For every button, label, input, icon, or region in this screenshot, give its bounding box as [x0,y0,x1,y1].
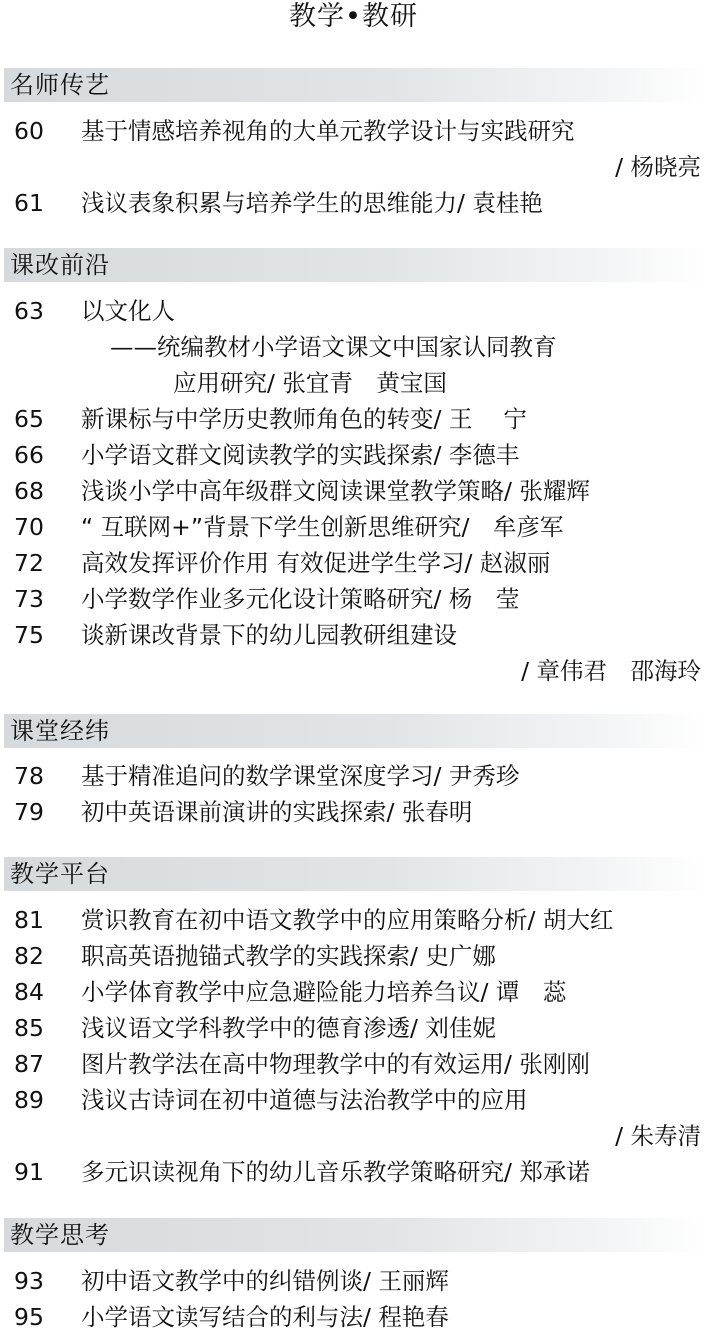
toc-entry[interactable] [0,1299,707,1335]
article-title: 基于情感培养视角的大单元教学设计与实践研究 [81,117,575,145]
section-title: 课堂经纬 [10,717,110,745]
toc-entry[interactable] [0,794,707,830]
article-title: 基于精准追问的数学课堂深度学习/ 尹秀珍 [81,762,520,790]
toc-entry[interactable] [0,617,707,689]
toc-entry[interactable] [0,1010,707,1046]
article-title: 初中语文教学中的纠错例谈/ 王丽辉 [81,1267,449,1295]
article-title: 谈新课改背景下的幼儿园教研组建设 [81,621,457,649]
section-kegai [0,248,707,689]
toc-entry[interactable] [0,437,707,473]
page-number: 89 [14,1086,44,1114]
toc-entry[interactable] [0,473,707,509]
page-number: 78 [14,762,44,790]
section-sikao [0,1218,707,1335]
section-mingshi [0,68,707,221]
section-header-bar [4,714,707,748]
toc-entry[interactable] [0,1082,707,1154]
article-title: 浅议表象积累与培养学生的思维能力/ 袁桂艳 [81,189,543,217]
page-number: 79 [14,798,44,826]
section-header-bar [4,248,707,282]
section-header-bar [4,1218,707,1252]
toc-entry[interactable] [0,1046,707,1082]
section-header-bar [4,857,707,891]
article-title: 小学数学作业多元化设计策略研究/ 杨 莹 [81,585,520,613]
article-subtitle: ——统编教材小学语文课文中国家认同教育 [110,333,557,361]
article-title: 小学体育教学中应急避险能力培养刍议/ 谭 蕊 [81,978,567,1006]
article-author: / 杨晓亮 [615,153,701,181]
article-title: 职高英语抛锚式教学的实践探索/ 史广娜 [81,942,496,970]
article-title: 新课标与中学历史教师角色的转变/ 王 宁 [81,405,527,433]
article-title: 浅议古诗词在初中道德与法治教学中的应用 [81,1086,528,1114]
page-number: 60 [14,117,44,145]
page-number: 68 [14,477,44,505]
page-number: 72 [14,549,44,577]
page-number: 75 [14,621,44,649]
article-title: 高效发挥评价作用 有效促进学生学习/ 赵淑丽 [81,549,551,577]
toc-entry[interactable] [0,545,707,581]
page-number: 91 [14,1158,44,1186]
toc-entry[interactable] [0,758,707,794]
toc-entry[interactable] [0,185,707,221]
article-title: “ 互联网+”背景下学生创新思维研究/ 牟彦军 [81,513,564,541]
toc-entry[interactable] [0,902,707,938]
toc-entry[interactable] [0,113,707,185]
article-title: 图片教学法在高中物理教学中的有效运用/ 张刚刚 [81,1050,590,1078]
section-ketang [0,714,707,830]
page-number: 87 [14,1050,44,1078]
toc-entry[interactable] [0,293,707,401]
toc-entry[interactable] [0,581,707,617]
section-header-bar [4,68,707,102]
page-number: 66 [14,441,44,469]
section-pingtai [0,857,707,1190]
article-author: / 章伟君 邵海玲 [521,657,701,685]
page-title: 教学•教研 [289,1,418,32]
toc-entry[interactable] [0,974,707,1010]
article-title: 多元识读视角下的幼儿音乐教学策略研究/ 郑承诺 [81,1158,590,1186]
page-number: 85 [14,1014,44,1042]
article-title: 浅谈小学中高年级群文阅读课堂教学策略/ 张耀辉 [81,477,590,505]
article-title: 赏识教育在初中语文教学中的应用策略分析/ 胡大红 [81,906,614,934]
toc-entry[interactable] [0,1263,707,1299]
section-title: 教学平台 [10,860,110,888]
article-author: / 朱寿清 [615,1122,701,1150]
page-number: 93 [14,1267,44,1295]
section-title: 教学思考 [10,1221,110,1249]
article-subtitle-author: 应用研究/ 张宜青 黄宝国 [173,369,447,397]
article-title: 以文化人 [81,297,175,325]
page-number: 65 [14,405,44,433]
page-number: 82 [14,942,44,970]
section-title: 名师传艺 [10,71,110,99]
article-title: 初中英语课前演讲的实践探索/ 张春明 [81,798,473,826]
toc-entry[interactable] [0,1154,707,1190]
page-number: 61 [14,189,44,217]
page-number: 73 [14,585,44,613]
article-title: 小学语文群文阅读教学的实践探索/ 李德丰 [81,441,520,469]
page-number: 95 [14,1303,44,1331]
article-title: 浅议语文学科教学中的德育渗透/ 刘佳妮 [81,1014,496,1042]
section-title: 课改前沿 [10,251,110,279]
page-number: 81 [14,906,44,934]
page-number: 84 [14,978,44,1006]
toc-entry[interactable] [0,509,707,545]
toc-entry[interactable] [0,938,707,974]
page-number: 63 [14,297,44,325]
article-title: 小学语文读写结合的利与法/ 程艳春 [81,1303,449,1331]
page-number: 70 [14,513,44,541]
toc-entry[interactable] [0,401,707,437]
